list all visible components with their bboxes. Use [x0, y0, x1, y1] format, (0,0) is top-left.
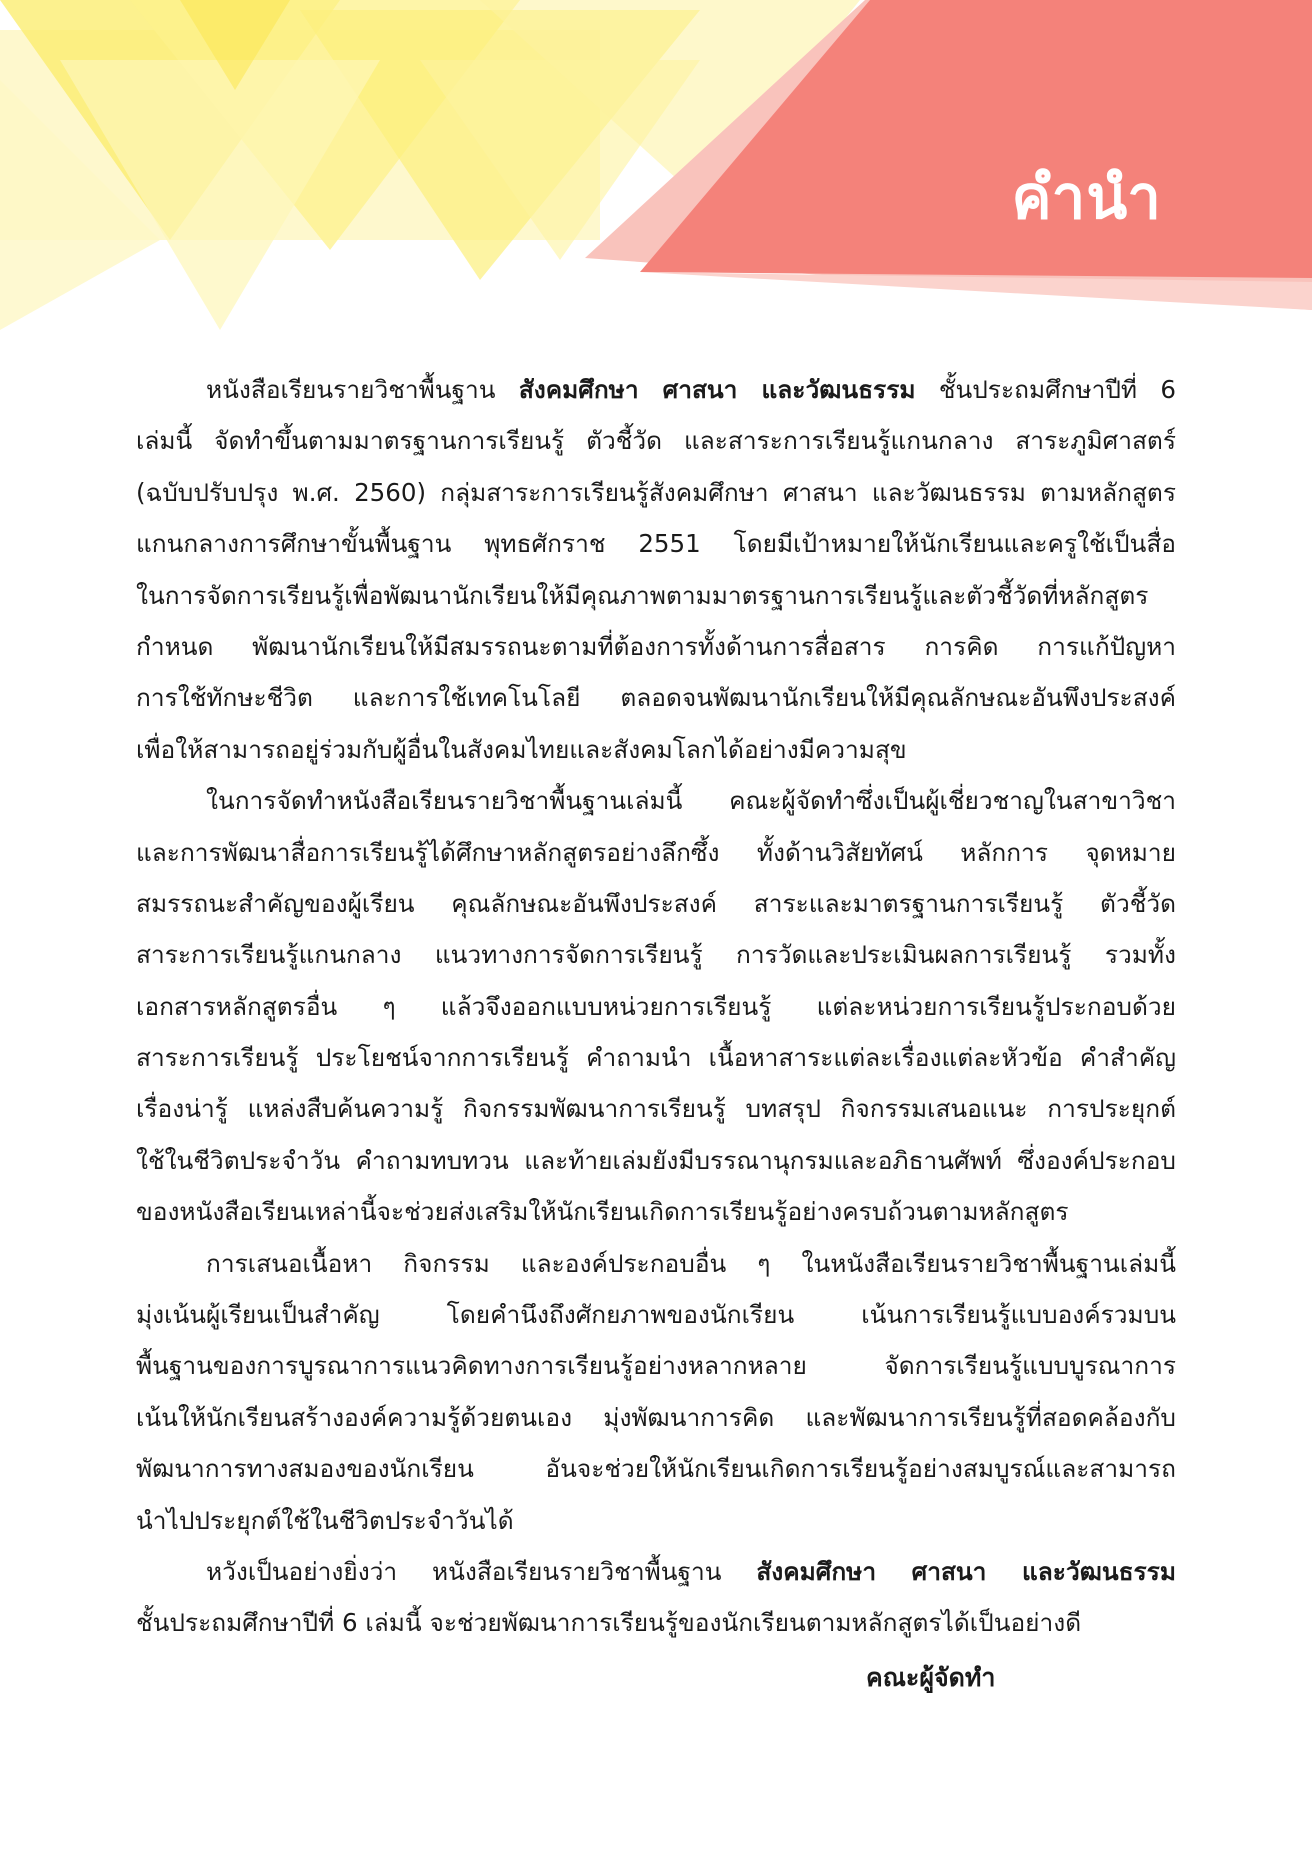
text-line: เล่มนี้ จัดทำขึ้นตามมาตรฐานการเรียนรู้ ตัวชี้วัด และสาระการเรียนรู้แกนกลาง สาระภูมิศาสตร์	[136, 426, 1176, 456]
text-line: นำไปประยุกต์ใช้ในชีวิตประจำวันได้	[136, 1505, 514, 1535]
subject-name: สังคมศึกษา ศาสนา และวัฒนธรรม	[518, 375, 916, 404]
text-line: ชั้นประถมศึกษาปีที่ 6 เล่มนี้ จะช่วยพัฒนาการเรียนรู้ของนักเรียนตามหลักสูตรได้เป็นอย่างดี	[136, 1608, 1082, 1638]
text-line: มุ่งเน้นผู้เรียนเป็นสำคัญ โดยคำนึงถึงศักยภาพของนักเรียน เน้นการเรียนรู้แบบองค์รวมบน	[136, 1300, 1176, 1330]
text-line: เรื่องน่ารู้ แหล่งสืบค้นความรู้ กิจกรรมพัฒนาการเรียนรู้ บทสรุป กิจกรรมเสนอแนะ การประยุกต์	[136, 1094, 1176, 1124]
text-line: แกนกลางการศึกษาขั้นพื้นฐาน พุทธศักราช 2551 โดยมีเป้าหมายให้นักเรียนและครูใช้เป็นสื่อ	[136, 529, 1176, 559]
text-line: ของหนังสือเรียนเหล่านี้จะช่วยส่งเสริมให้นักเรียนเกิดการเรียนรู้อย่างครบถ้วนตามหลักสูตร	[136, 1197, 1069, 1227]
text-line: พื้นฐานของการบูรณาการแนวคิดทางการเรียนรู้อย่างหลากหลาย จัดการเรียนรู้แบบบูรณาการ	[136, 1351, 1176, 1381]
text-line: สาระการเรียนรู้ ประโยชน์จากการเรียนรู้ คำถามนำ เนื้อหาสาระแต่ละเรื่องแต่ละหัวข้อ คำสำคัญ	[136, 1043, 1176, 1073]
text-line: และการพัฒนาสื่อการเรียนรู้ได้ศึกษาหลักสูตรอย่างลึกซึ้ง ทั้งด้านวิสัยทัศน์ หลักการ จุดหมาย	[136, 837, 1176, 867]
page-title: คำนำ	[1011, 163, 1162, 233]
text-line: ในการจัดทำหนังสือเรียนรายวิชาพื้นฐานเล่มนี้ คณะผู้จัดทำซึ่งเป็นผู้เชี่ยวชาญในสาขาวิชา	[206, 786, 1176, 816]
text-line: กำหนด พัฒนานักเรียนให้มีสมรรถนะตามที่ต้องการทั้งด้านการสื่อสาร การคิด การแก้ปัญหา	[136, 631, 1176, 661]
text-line: สมรรถนะสำคัญของผู้เรียน คุณลักษณะอันพึงประสงค์ สาระและมาตรฐานการเรียนรู้ ตัวชี้วัด	[136, 888, 1176, 918]
text-line: เน้นให้นักเรียนสร้างองค์ความรู้ด้วยตนเอง มุ่งพัฒนาการคิด และพัฒนาการเรียนรู้ที่สอดคล้องกับ	[136, 1402, 1176, 1432]
text-run: ชั้นประถมศึกษาปีที่ 6	[915, 375, 1177, 404]
subject-name: สังคมศึกษา ศาสนา และวัฒนธรรม	[756, 1556, 1176, 1586]
text-line: เพื่อให้สามารถอยู่ร่วมกับผู้อื่นในสังคมไทยและสังคมโลกได้อย่างมีความสุข	[136, 734, 907, 764]
text-run: หนังสือเรียนรายวิชาพื้นฐาน	[206, 375, 519, 404]
text-line: ในการจัดการเรียนรู้เพื่อพัฒนานักเรียนให้มีคุณภาพตามมาตรฐานการเรียนรู้และตัวชี้วัดที่หลักสูตร	[136, 580, 1149, 610]
text-line: เอกสารหลักสูตรอื่น ๆ แล้วจึงออกแบบหน่วยการเรียนรู้ แต่ละหน่วยการเรียนรู้ประกอบด้วย	[136, 991, 1176, 1021]
text-line: (ฉบับปรับปรุง พ.ศ. 2560) กลุ่มสาระการเรียนรู้สังคมศึกษา ศาสนา และวัฒนธรรม ตามหลักสูตร	[136, 477, 1176, 507]
preface-body	[136, 364, 1176, 1649]
text-line	[136, 364, 1176, 415]
signature: คณะผู้จัดทำ	[866, 1663, 996, 1692]
text-line: พัฒนาการทางสมองของนักเรียน อันจะช่วยให้นักเรียนเกิดการเรียนรู้อย่างสมบูรณ์และสามารถ	[136, 1454, 1176, 1484]
text-line: การใช้ทักษะชีวิต และการใช้เทคโนโลยี ตลอดจนพัฒนานักเรียนให้มีคุณลักษณะอันพึงประสงค์	[136, 683, 1176, 713]
text-run: หวังเป็นอย่างยิ่งว่า หนังสือเรียนรายวิชาพื้นฐาน	[206, 1556, 757, 1586]
text-line: สาระการเรียนรู้แกนกลาง แนวทางการจัดการเรียนรู้ การวัดและประเมินผลการเรียนรู้ รวมทั้ง	[136, 940, 1176, 970]
text-line: ใช้ในชีวิตประจำวัน คำถามทบทวน และท้ายเล่มยังมีบรรณานุกรมและอภิธานศัพท์ ซึ่งองค์ประกอบ	[136, 1145, 1176, 1175]
text-line: การเสนอเนื้อหา กิจกรรม และองค์ประกอบอื่น ๆ ในหนังสือเรียนรายวิชาพื้นฐานเล่มนี้	[206, 1248, 1176, 1278]
text-line	[136, 1546, 1176, 1597]
